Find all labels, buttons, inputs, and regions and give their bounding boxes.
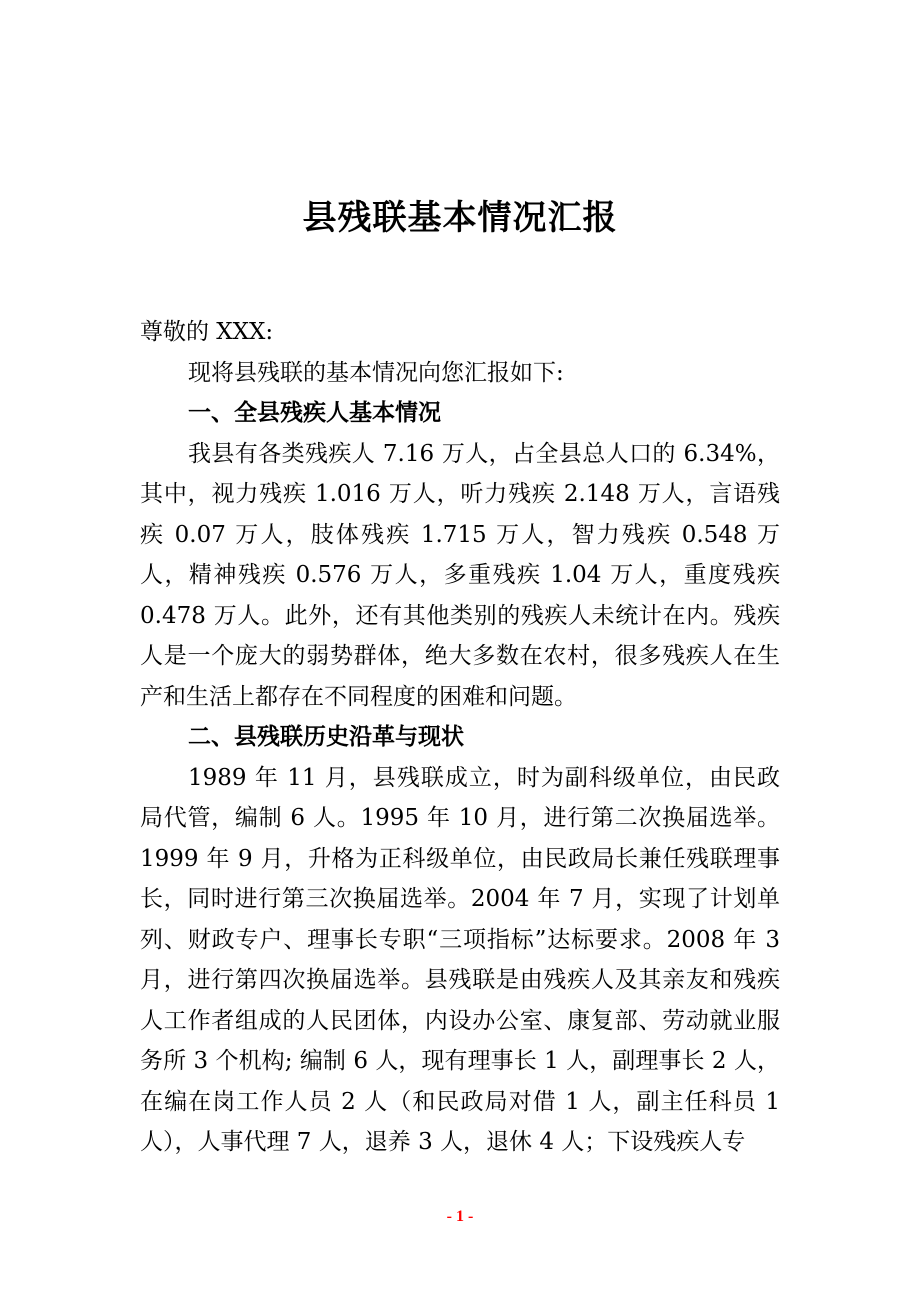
section-heading: 一、全县残疾人基本情况 — [188, 400, 441, 426]
section-paragraph: 我县有各类残疾人 7.16 万人，占全县总人口的 6.34%，其中，视力残疾 1.016 万人，听力残疾 2.148 万人，言语残疾 0.07 万人，肢体残疾 1.715 万人，智力残疾 0.548 万人，精神残疾 0.576 万人，多重残疾 1.04 万人，重度残疾 0.478 万人。此外，还有其他类别的残疾人未统计在内。残疾人是一个庞大的弱势群体，绝大多数在农村，很多残疾人在生产和生活上都存在不同程度的困难和问题。 — [140, 440, 780, 710]
salutation: 尊敬的 XXX: — [140, 319, 274, 345]
intro-paragraph: 现将县残联的基本情况向您汇报如下: — [188, 359, 564, 386]
section-paragraph: 1989 年 11 月，县残联成立，时为副科级单位，由民政局代管，编制 6 人。1995 年 10 月，进行第二次换届选举。1999 年 9 月，升格为正科级单位，由民政局长兼任残联理事长，同时进行第三次换届选举。2004 年 7 月，实现了计划单列、财政专户、理事长专职“三项指标”达标要求。2008 年 3 月，进行第四次换届选举。县残联是由残疾人及其亲友和残疾人工作者组成的人民团体，内设办公室、康复部、劳动就业服务所 3 个机构; 编制 6 人，现有理事长 1 人，副理事长 2 人，在编在岗工作人员 2 人（和民政局对借 1 人，副主任科员 1 人），人事代理 7 人，退养 3 人，退休 4 人；下设残疾人专 — [140, 764, 780, 1155]
document-title: 县残联基本情况汇报 — [302, 198, 618, 238]
document-body — [140, 312, 780, 1163]
section-heading: 二、县残联历史沿革与现状 — [188, 724, 464, 750]
page-number: - 1 - — [446, 1208, 474, 1225]
